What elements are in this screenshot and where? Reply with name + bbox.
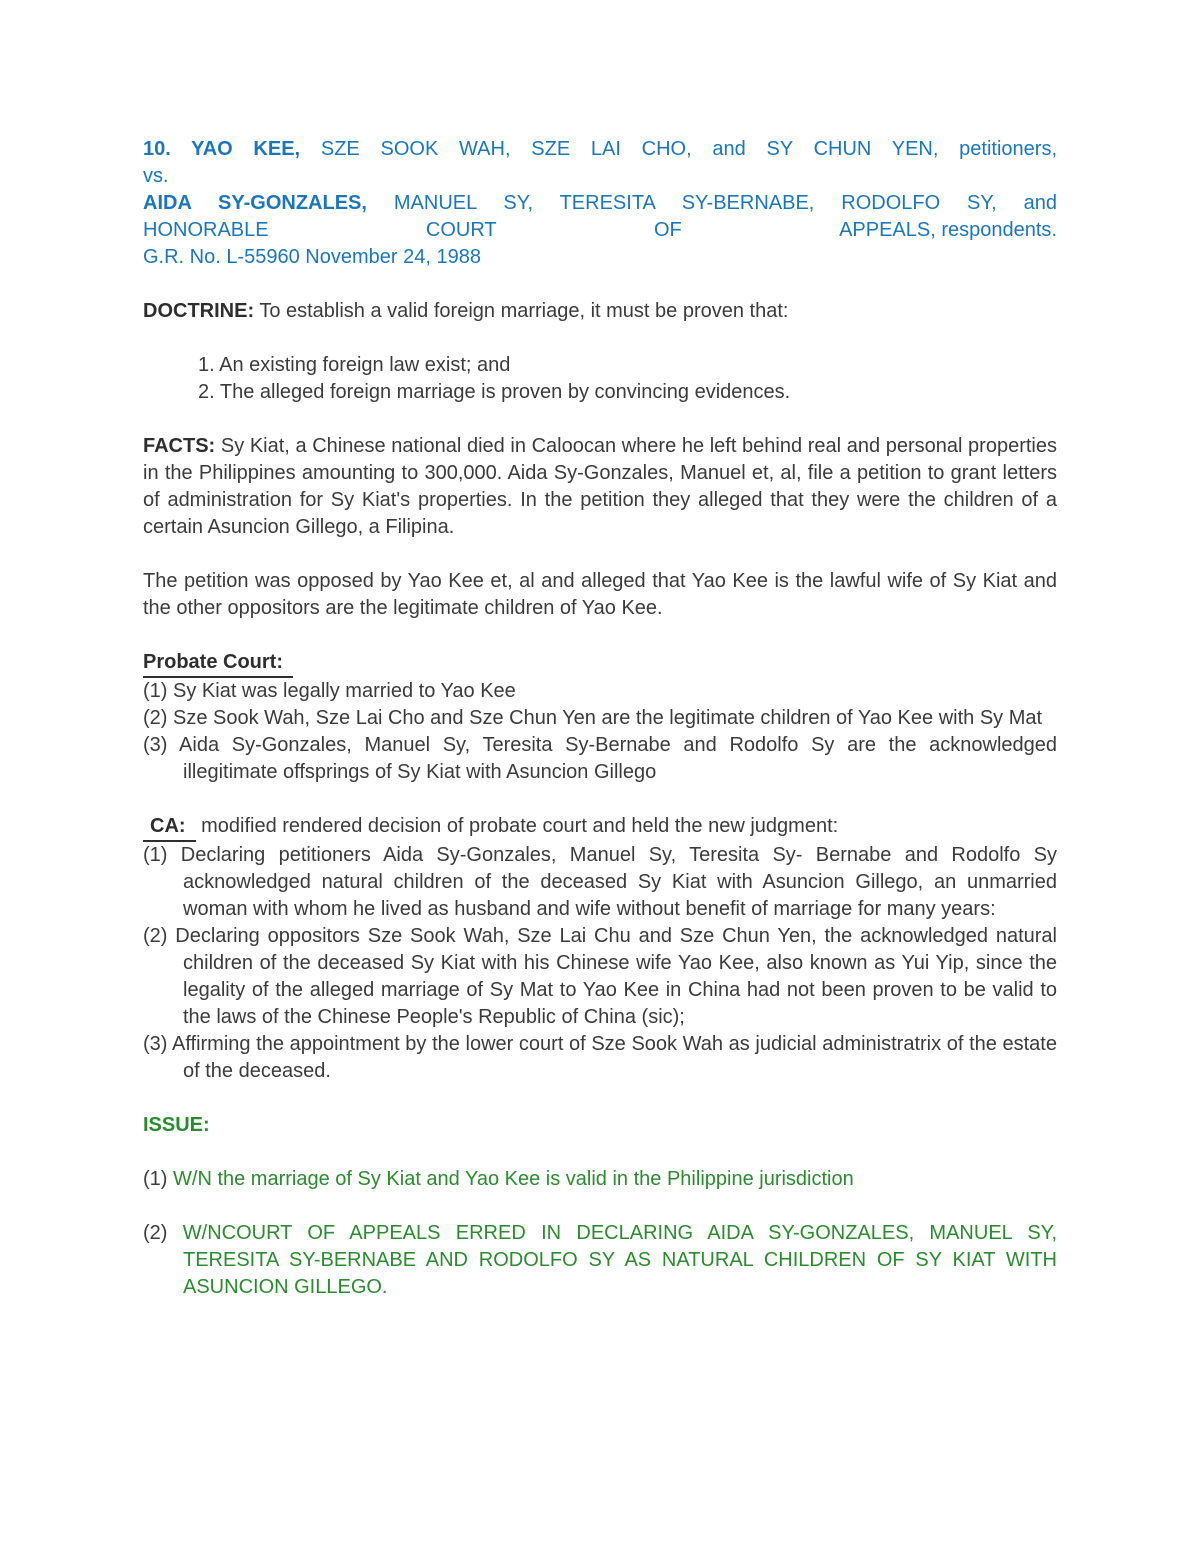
probate-item-text: Sy Kiat was legally married to Yao Kee	[173, 680, 516, 702]
ca-heading-row	[143, 813, 1057, 842]
caption-line-court	[143, 217, 1057, 244]
doctrine-intro: To establish a valid foreign marriage, it must be proven that:	[259, 300, 789, 322]
doctrine-item-marker: 1.	[198, 354, 215, 376]
probate-item-marker: (1)	[143, 680, 168, 702]
court-word-4: APPEALS, respondents.	[839, 219, 1057, 241]
probate-item	[143, 678, 1057, 705]
gr-number-line: G.R. No. L-55960 November 24, 1988	[143, 246, 481, 268]
facts-text: Sy Kiat, a Chinese national died in Caloocan where he left behind real and personal properties in the Philippines amounting to 300,000. Aida Sy-Gonzales, Manuel et, al, file a petition to grant letters of administration for Sy Kiat's properties. In the petition they alleged that they were the children of a certain Asuncion Gillego, a Filipina.	[143, 435, 1057, 538]
probate-court-heading: Probate Court:	[143, 649, 293, 678]
probate-item-marker: (3)	[143, 734, 168, 756]
issue-item	[143, 1220, 1057, 1301]
ca-item	[143, 1031, 1057, 1085]
ca-item-text: Declaring petitioners Aida Sy-Gonzales, Manuel Sy, Teresita Sy- Bernabe and Rodolfo Sy acknowledged natural children of the deceased Sy Kiat with Asuncion Gillego, an unmarried woman with whom he lived as husband and wife without benefit of marriage for many years:	[180, 844, 1057, 920]
ca-intro: modified rendered decision of probate court and held the new judgment:	[201, 815, 839, 837]
caption-vs: vs.	[143, 165, 169, 187]
issue-item-text: W/NCOURT OF APPEALS ERRED IN DECLARING AIDA SY-GONZALES, MANUEL SY, TERESITA SY-BERNABE AND RODOLFO SY AS NATURAL CHILDREN OF SY KIAT WITH ASUNCION GILLEGO.	[182, 1222, 1058, 1298]
ca-item-marker: (2)	[143, 925, 168, 947]
ca-item-marker: (1)	[143, 844, 168, 866]
court-word-2: COURT	[425, 219, 497, 241]
case-caption	[143, 136, 1057, 271]
probate-item	[143, 705, 1057, 732]
ca-item-marker: (3)	[143, 1033, 168, 1055]
respondent-lead-name: AIDA SY-GONZALES,	[143, 192, 367, 214]
issue-heading: ISSUE:	[143, 1114, 210, 1136]
court-word-3: OF	[653, 219, 682, 241]
doctrine-item-text: An existing foreign law exist; and	[219, 354, 511, 376]
facts-paragraph-2: The petition was opposed by Yao Kee et, al and alleged that Yao Kee is the lawful wife of Sy Kiat and the other oppositors are the legitimate children of Yao Kee.	[143, 570, 1057, 619]
ca-item-text: Declaring oppositors Sze Sook Wah, Sze Lai Chu and Sze Chun Yen, the acknowledged natural children of the deceased Sy Kiat with his Chinese wife Yao Kee, also known as Yui Yip, since the legality of the alleged marriage of Sy Mat to Yao Kee in China had not been proven to be valid to the laws of the Chinese People's Republic of China (sic);	[175, 925, 1058, 1028]
doctrine-item-text: The alleged foreign marriage is proven by convincing evidences.	[219, 381, 791, 403]
petitioner-names: SZE SOOK WAH, SZE LAI CHO, and SY CHUN YEN, petitioners,	[320, 138, 1057, 160]
doctrine-item	[198, 352, 1057, 379]
ca-item	[143, 923, 1057, 1031]
probate-court-heading-row	[143, 649, 1057, 678]
petitioner-lead-name: 10. YAO KEE,	[143, 138, 301, 160]
probate-item-marker: (2)	[143, 707, 168, 729]
doctrine-label: DOCTRINE:	[143, 300, 255, 322]
caption-line-respondents	[143, 190, 1057, 217]
ca-item	[143, 842, 1057, 923]
issue-item-text: W/N the marriage of Sy Kiat and Yao Kee is valid in the Philippine jurisdiction	[173, 1168, 854, 1190]
probate-item-text: Aida Sy-Gonzales, Manuel Sy, Teresita Sy-Bernabe and Rodolfo Sy are the acknowledged illegitimate offsprings of Sy Kiat with Asuncion Gillego	[179, 734, 1058, 783]
facts-label: FACTS:	[143, 435, 216, 457]
ca-list	[143, 842, 1057, 1085]
doctrine-item	[198, 379, 1057, 406]
facts-paragraph	[143, 433, 1057, 541]
probate-item-text: Sze Sook Wah, Sze Lai Cho and Sze Chun Yen are the legitimate children of Yao Kee with Sy Mat	[173, 707, 1043, 729]
respondent-names: MANUEL SY, TERESITA SY-BERNABE, RODOLFO SY, and	[393, 192, 1057, 214]
issue-item-marker: (2)	[143, 1222, 168, 1244]
probate-item	[143, 732, 1057, 786]
court-word-1: HONORABLE	[143, 219, 269, 241]
ca-heading: CA:	[143, 813, 196, 842]
ca-item-text: Affirming the appointment by the lower court of Sze Sook Wah as judicial administratrix of the estate of the deceased.	[171, 1033, 1057, 1082]
caption-line-petitioners	[143, 136, 1057, 163]
doctrine-list	[143, 352, 1057, 406]
doctrine-paragraph	[143, 298, 1057, 325]
issue-item-marker: (1)	[143, 1168, 168, 1190]
issue-item	[143, 1166, 1057, 1193]
probate-court-list	[143, 678, 1057, 786]
doctrine-item-marker: 2.	[198, 381, 215, 403]
